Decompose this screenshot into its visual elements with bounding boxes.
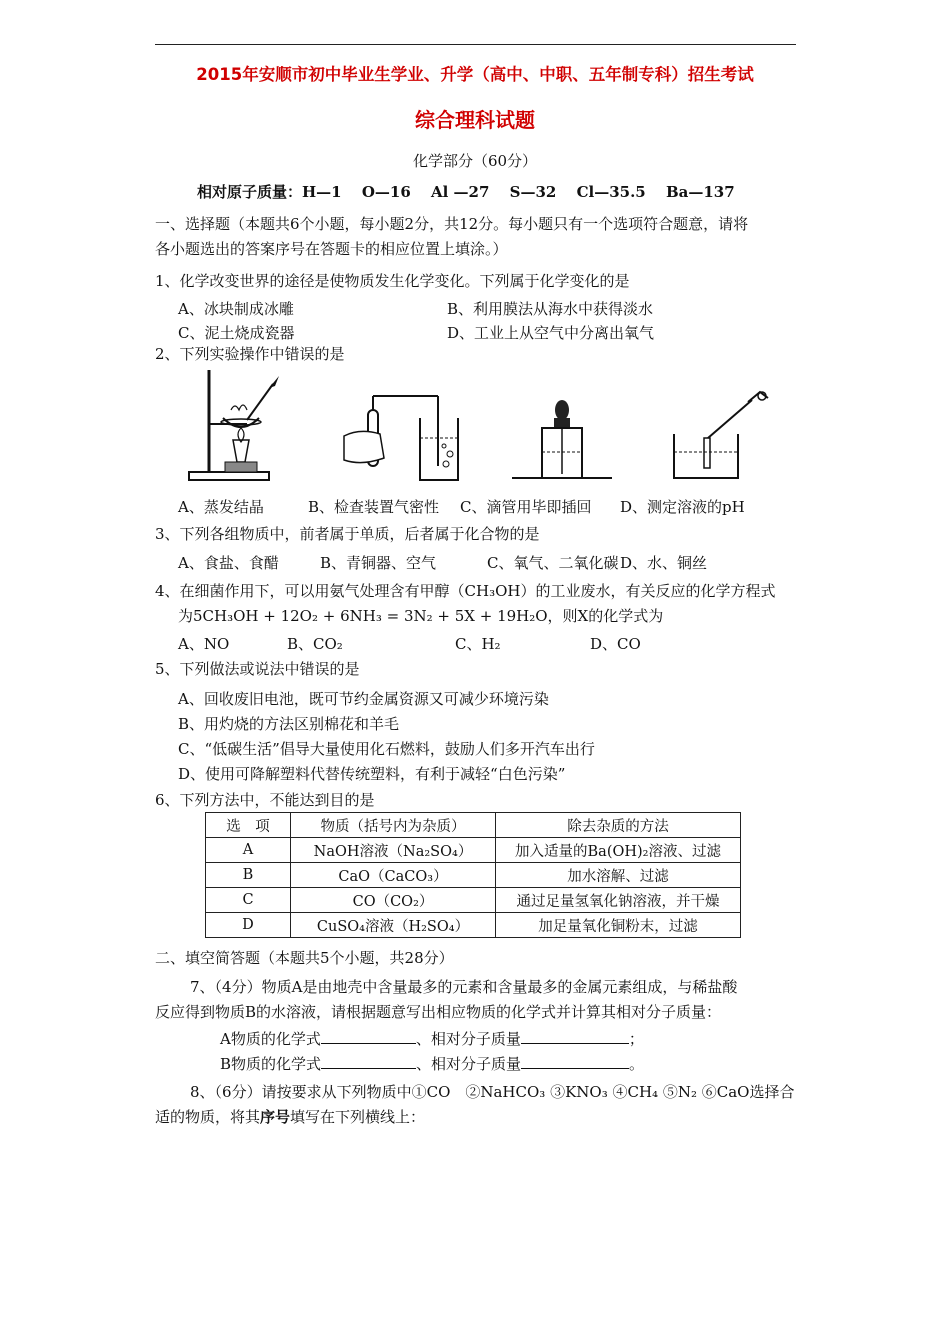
- table-row: [206, 838, 741, 863]
- q8-line2-bold: 序号: [260, 1108, 291, 1126]
- q1-option-b: B、利用膜法从海水中获得淡水: [447, 300, 654, 318]
- q4-option-c: C、H₂: [455, 635, 501, 653]
- q5-stem: 5、下列做法或说法中错误的是: [155, 660, 360, 678]
- q4-stem-line1: 4、在细菌作用下，可以用氨气处理含有甲醇（CH₃OH）的工业废水，有关反应的化学方程式: [155, 582, 776, 600]
- q7-a-end: ；: [628, 1030, 644, 1048]
- q7-b-formula-blank[interactable]: [321, 1054, 416, 1069]
- table-header-row: [206, 813, 741, 838]
- table-header-cell: 选 项: [206, 813, 291, 838]
- part1-intro-line1: 一、选择题（本题共6个小题，每小题2分，共12分。每小题只有一个选项符合题意，请将: [155, 215, 749, 233]
- q2-option-a: A、蒸发结晶: [178, 498, 264, 516]
- q6-options-table: [205, 812, 741, 938]
- q7-b-mass-label: 、相对分子质量: [416, 1055, 522, 1073]
- part1-intro-line2: 各小题选出的答案序号在答题卡的相应位置上填涂。）: [155, 240, 508, 258]
- table-cell: B: [206, 863, 291, 888]
- evaporation-apparatus-figure: [187, 366, 297, 484]
- dropper-bottle-figure: [512, 366, 612, 484]
- q8-line2: [155, 1106, 425, 1127]
- q8-line1: 8、（6分）请按要求从下列物质中①CO ②NaHCO₃ ③KNO₃ ④CH₄ ⑤N₂ ⑥CaO选择合: [190, 1083, 795, 1101]
- q1-option-c: C、泥土烧成瓷器: [178, 324, 295, 342]
- q3-option-d: D、水、铜丝: [620, 554, 708, 572]
- q3-option-c: C、氧气、二氧化碳: [487, 554, 619, 572]
- q8-line2-pre: 适的物质，将其: [155, 1108, 261, 1126]
- table-header-cell: 物质（括号内为杂质）: [291, 813, 496, 838]
- q7-line2: 反应得到物质B的水溶液，请根据题意写出相应物质的化学式并计算其相对分子质量：: [155, 1003, 722, 1021]
- q7-a-mass-blank[interactable]: [521, 1029, 629, 1044]
- q7-a-formula-label: A物质的化学式: [220, 1030, 321, 1048]
- q5-option-c: C、“低碳生活”倡导大量使用化石燃料，鼓励人们多开汽车出行: [178, 740, 595, 758]
- q4-stem-line2: 为5CH₃OH + 12O₂ + 6NH₃ = 3N₂ + 5X + 19H₂O，则X的化学式为: [178, 607, 664, 625]
- q3-stem: 3、下列各组物质中，前者属于单质，后者属于化合物的是: [155, 525, 540, 543]
- q1-option-a: A、冰块制成冰雕: [178, 300, 294, 318]
- table-cell: 加水溶解、过滤: [496, 863, 741, 888]
- q2-option-b: B、检查装置气密性: [308, 498, 440, 516]
- table-cell: C: [206, 888, 291, 913]
- q3-option-b: B、青铜器、空气: [320, 554, 437, 572]
- q2-stem: 2、下列实验操作中错误的是: [155, 345, 345, 363]
- section-title: 化学部分（60分）: [412, 152, 538, 170]
- q7-b-end: 。: [629, 1055, 645, 1073]
- q7-b-row: [220, 1053, 644, 1074]
- table-cell: 加入适量的Ba(OH)₂溶液、过滤: [496, 838, 741, 863]
- table-row: [206, 863, 741, 888]
- q4-option-d: D、CO: [590, 635, 641, 653]
- airtightness-check-figure: [340, 366, 465, 484]
- paper-title: 综合理科试题: [415, 108, 535, 132]
- q4-option-b: B、CO₂: [287, 635, 343, 653]
- q7-a-formula-blank[interactable]: [321, 1029, 416, 1044]
- q7-b-formula-label: B物质的化学式: [220, 1055, 322, 1073]
- table-cell: 通过足量氢氧化钠溶液，并干燥: [496, 888, 741, 913]
- q5-option-b: B、用灼烧的方法区别棉花和羊毛: [178, 715, 400, 733]
- table-cell: 加足量氧化铜粉末，过滤: [496, 913, 741, 938]
- q8-line2-post: 填写在下列横线上：: [290, 1108, 426, 1126]
- q2-option-d: D、测定溶液的pH: [620, 498, 745, 516]
- q1-option-d: D、工业上从空气中分离出氧气: [447, 324, 655, 342]
- ph-test-figure: [660, 366, 780, 484]
- q7-line1: 7、（4分）物质A是由地壳中含量最多的元素和含量最多的金属元素组成，与稀盐酸: [190, 978, 738, 996]
- part2-intro: 二、填空简答题（本题共5个小题，共28分）: [155, 949, 454, 967]
- atomic-masses: 相对原子质量：H—1 O—16 Al —27 S—32 Cl—35.5 Ba—137: [197, 183, 735, 201]
- q7-a-mass-label: 、相对分子质量: [415, 1030, 521, 1048]
- table-row: [206, 888, 741, 913]
- q5-option-d: D、使用可降解塑料代替传统塑料，有利于减轻“白色污染”: [178, 765, 566, 783]
- q7-b-mass-blank[interactable]: [521, 1054, 629, 1069]
- q5-option-a: A、回收废旧电池，既可节约金属资源又可减少环境污染: [178, 690, 549, 708]
- exam-title: 2015年安顺市初中毕业生学业、升学（高中、中职、五年制专科）招生考试: [196, 65, 754, 84]
- table-cell: CuSO₄溶液（H₂SO₄）: [291, 913, 496, 938]
- table-row: [206, 913, 741, 938]
- q6-stem: 6、下列方法中，不能达到目的是: [155, 791, 375, 809]
- q1-stem: 1、化学改变世界的途径是使物质发生化学变化。下列属于化学变化的是: [155, 272, 630, 290]
- table-cell: A: [206, 838, 291, 863]
- table-cell: CaO（CaCO₃）: [291, 863, 496, 888]
- table-header-cell: 除去杂质的方法: [496, 813, 741, 838]
- table-cell: D: [206, 913, 291, 938]
- table-cell: NaOH溶液（Na₂SO₄）: [291, 838, 496, 863]
- q3-option-a: A、食盐、食醋: [178, 554, 279, 572]
- table-cell: CO（CO₂）: [291, 888, 496, 913]
- header-rule: [155, 44, 796, 45]
- q7-a-row: [220, 1028, 644, 1049]
- q4-option-a: A、NO: [178, 635, 230, 653]
- q2-option-c: C、滴管用毕即插回: [460, 498, 592, 516]
